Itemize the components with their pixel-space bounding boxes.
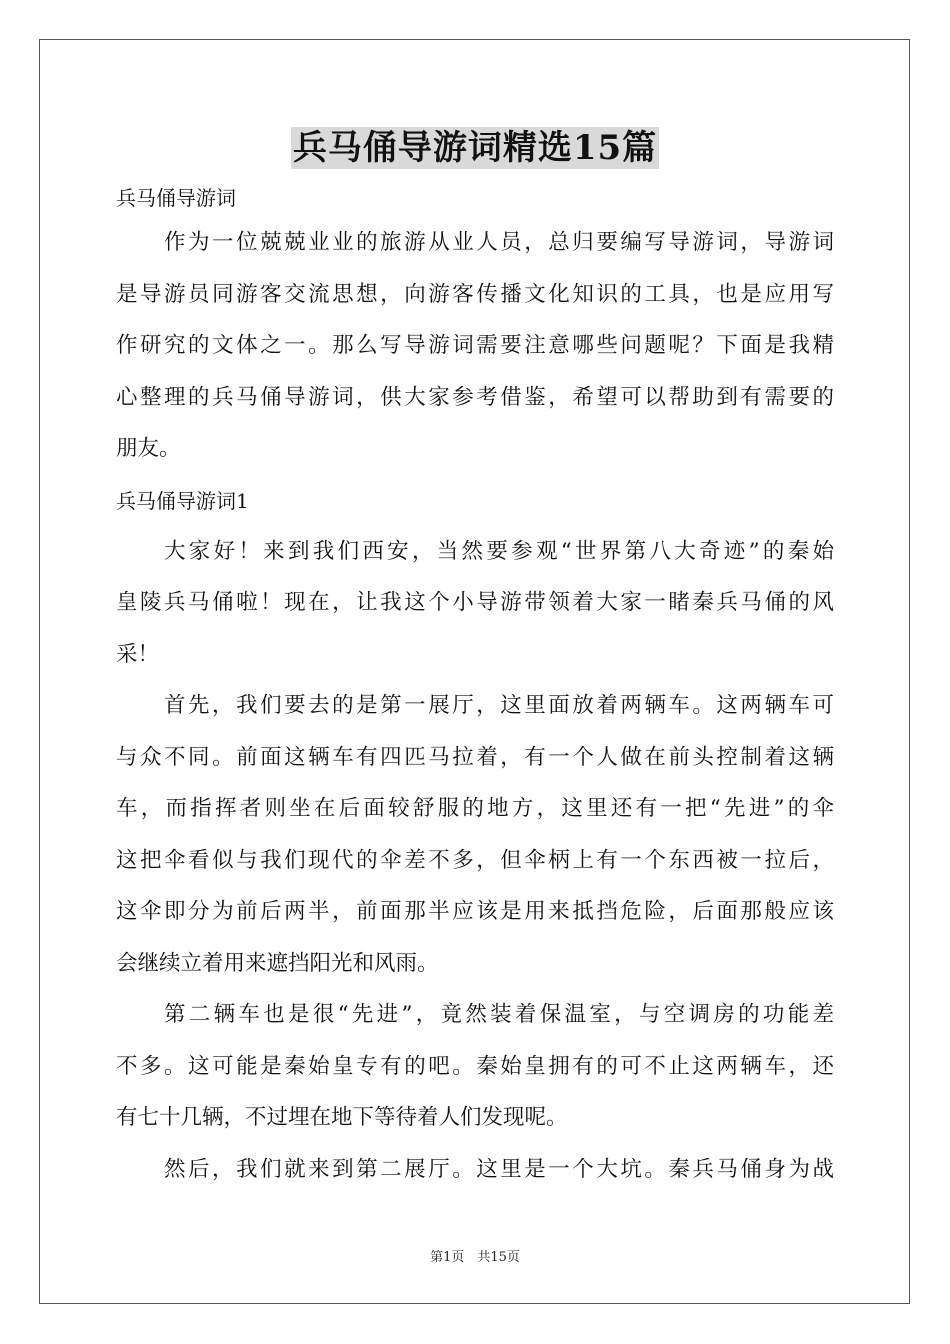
document-body <box>116 180 834 1195</box>
section-heading-1: 兵马俑导游词1 <box>116 488 249 513</box>
section-heading-main: 兵马俑导游词 <box>116 186 236 210</box>
paragraph-line: 大家好！来到我们西安，当然要参观“世界第八大奇迹”的秦始 <box>164 538 834 564</box>
intro-paragraph <box>116 217 834 475</box>
paragraph-2 <box>116 680 834 989</box>
paragraph-line: 首先，我们要去的是第一展厅，这里面放着两辆车。这两辆车可 <box>164 693 834 718</box>
paragraph-line: 第二辆车也是很“先进”，竟然装着保温室，与空调房的功能差 <box>164 1002 834 1027</box>
paragraph-line: 与众不同。前面这辆车有四匹马拉着，有一个人做在前头控制着这辆 <box>116 744 834 770</box>
paragraph-line: 这把伞看似与我们现代的伞差不多，但伞柄上有一个东西被一拉后， <box>116 847 834 873</box>
paragraph-1 <box>116 526 834 681</box>
page-footer <box>0 1246 950 1265</box>
paragraph-line: 朋友。 <box>116 436 181 461</box>
title-container <box>0 127 950 169</box>
paragraph-line: 车，而指挥者则坐在后面较舒服的地方，这里还有一把“先进”的伞 <box>116 796 834 821</box>
paragraph-line: 采！ <box>116 641 160 667</box>
paragraph-line: 皇陵兵马俑啦！现在，让我这个小导游带领着大家一睹秦兵马俑的风 <box>116 590 834 615</box>
document-title: 兵马俑导游词精选15篇 <box>292 128 658 168</box>
paragraph-line: 是导游员同游客交流思想，向游客传播文化知识的工具，也是应用写 <box>116 281 834 307</box>
paragraph-line: 不多。这可能是秦始皇专有的吧。秦始皇拥有的可不止这两辆车，还 <box>116 1053 834 1079</box>
paragraph-line: 会继续立着用来遮挡阳光和风雨。 <box>116 950 439 976</box>
paragraph-line: 心整理的兵马俑导游词，供大家参考借鉴，希望可以帮助到有需要的 <box>116 384 834 410</box>
paragraph-4 <box>116 1144 834 1196</box>
page-number: 第1页 共15页 <box>430 1250 520 1265</box>
paragraph-line: 作为一位兢兢业业的旅游从业人员，总归要编写导游词，导游词 <box>164 230 834 255</box>
paragraph-3 <box>116 989 834 1144</box>
paragraph-line: 这伞即分为前后两半，前面那半应该是用来抵挡危险，后面那般应该 <box>116 899 834 924</box>
paragraph-line: 作研究的文体之一。那么写导游词需要注意哪些问题呢？下面是我精 <box>116 333 834 358</box>
paragraph-line: 有七十几辆，不过埋在地下等待着人们发现呢。 <box>116 1105 568 1130</box>
paragraph-line: 然后，我们就来到第二展厅。这里是一个大坑。秦兵马俑身为战 <box>164 1156 834 1182</box>
